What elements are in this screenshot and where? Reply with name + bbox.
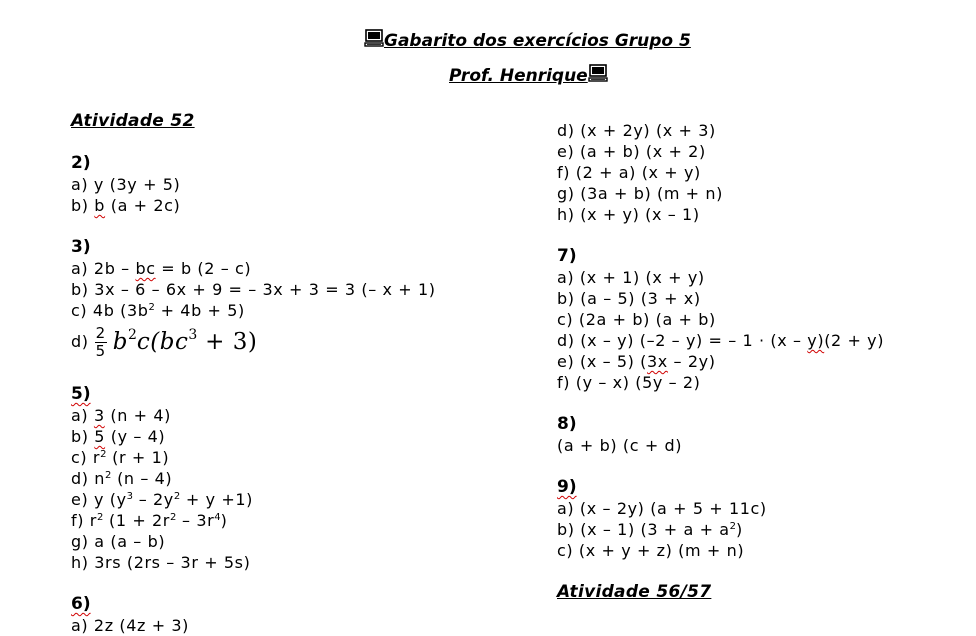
answer-line: a) (x + 1) (x + y) (557, 268, 705, 287)
answer-line: g) a (a – b) (71, 532, 166, 551)
answer-line: b) 3x – 6 – 6x + 9 = – 3x + 3 = 3 (– x + 1) (71, 280, 436, 299)
answer-line: c) $r^2$ (r + 1) (71, 448, 170, 467)
answer-line: c) (2a + b) (a + b) (557, 310, 716, 329)
question-number: 6) (71, 594, 91, 614)
question-number: 7) (557, 246, 577, 266)
answer-line: d) $n^2$ (n – 4) (71, 469, 173, 488)
question-number: 2) (71, 153, 91, 173)
answer-line: f) (2 + a) (x + y) (557, 163, 701, 182)
answer-line: (a + b) (c + d) (557, 436, 683, 455)
math-expression: $b^2c(bc^3 + 3)$ (112, 327, 258, 355)
answer-line: a) 2z (4z + 3) (71, 616, 190, 635)
answer-line: a) 2b – bc = b (2 – c) (71, 259, 252, 278)
answer-line: c) (x + y + z) (m + n) (557, 541, 745, 560)
document-title (364, 28, 691, 51)
left-column (71, 110, 531, 636)
author-text: Prof. Henrique (449, 66, 588, 86)
activity-heading: Atividade 56/57 (557, 582, 712, 602)
answer-line: g) (3a + b) (m + n) (557, 184, 723, 203)
computer-icon (364, 28, 384, 48)
question-number: 3) (71, 237, 91, 257)
answer-line: h) 3rs (2rs – 3r + 5s) (71, 553, 251, 572)
answer-line: e) (x – 5) (3x – 2y) (557, 352, 716, 371)
document-subtitle (449, 63, 608, 86)
title-text: Gabarito dos exercícios Grupo 5 (384, 31, 691, 51)
answer-line: d) (x – y) (–2 – y) = – 1 · (x – y)(2 + y) (557, 331, 885, 350)
answer-line: c) 4b $(3b^2 + 4b + 5)$ (71, 301, 245, 320)
right-column (557, 120, 967, 603)
answer-line: b) (x – 1) $(3 + a + a^2)$ (557, 520, 743, 539)
activity-heading: Atividade 52 (71, 111, 195, 131)
answer-line: a) 3 (n + 4) (71, 406, 171, 425)
answer-line: f) $r^2$ $(1 + 2r^2 - 3r^4)$ (71, 511, 228, 530)
answer-line: h) (x + y) (x – 1) (557, 205, 700, 224)
question-number: 5) (71, 384, 91, 404)
answer-line: b) b (a + 2c) (71, 196, 181, 215)
answer-line: a) y (3y + 5) (71, 175, 181, 194)
answer-line: e) y $(y^3 - 2y^2 + y +1)$ (71, 490, 253, 509)
answer-line: a) (x – 2y) (a + 5 + 11c) (557, 499, 767, 518)
answer-line: d) (x + 2y) (x + 3) (557, 121, 716, 140)
question-number: 9) (557, 477, 577, 497)
question-number: 8) (557, 414, 577, 434)
answer-line: b) 5 (y – 4) (71, 427, 166, 446)
answer-line: b) (a – 5) (3 + x) (557, 289, 701, 308)
answer-line: e) (a + b) (x + 2) (557, 142, 706, 161)
computer-icon (588, 63, 608, 83)
math-answer-line: d) $\frac{2}{5}$ $b^2c(bc^3 + 3)$ (71, 321, 531, 363)
answer-line: f) (y – x) (5y – 2) (557, 373, 701, 392)
fraction: $\frac{2}{5}$ (95, 323, 106, 360)
